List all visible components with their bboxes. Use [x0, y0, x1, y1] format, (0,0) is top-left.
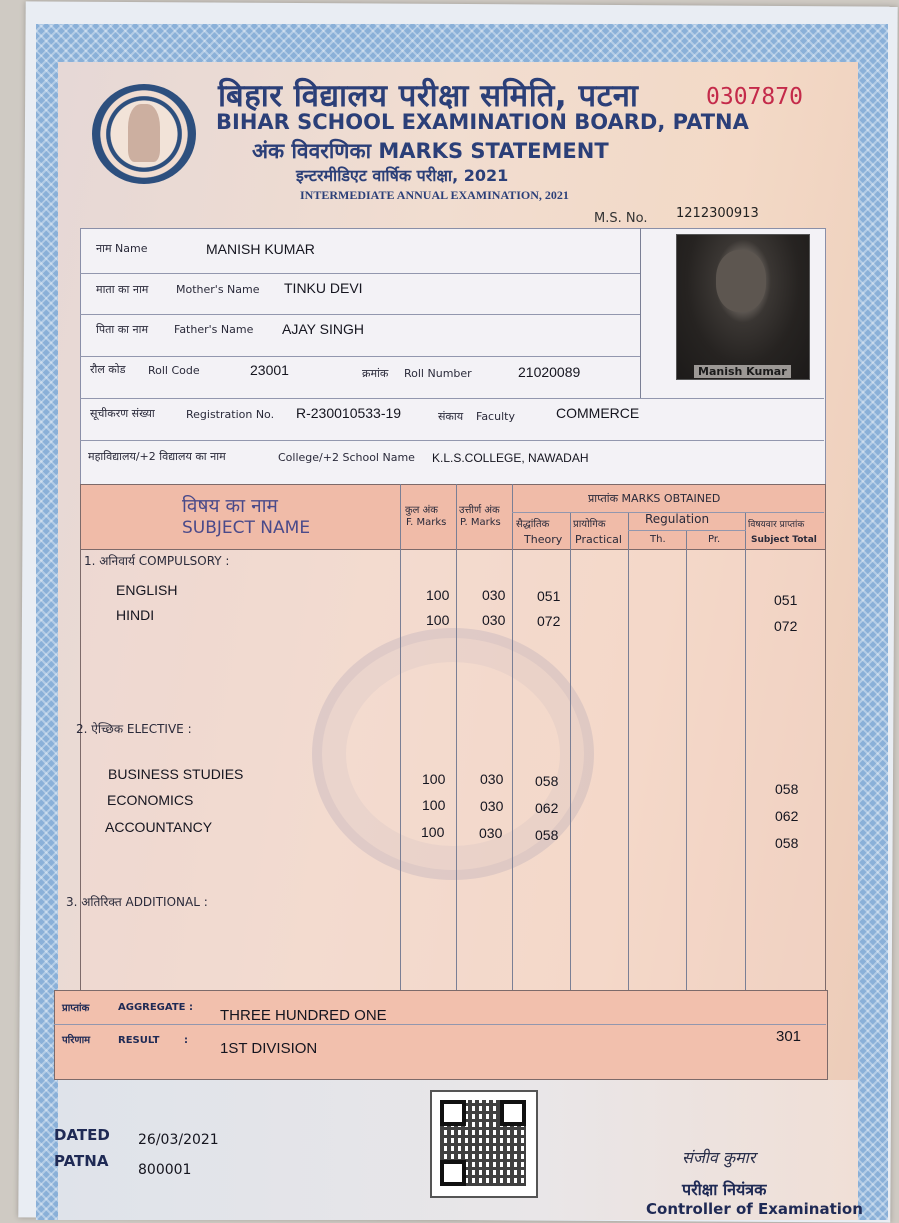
statement-title: अंक विवरणिका MARKS STATEMENT [252, 139, 609, 163]
father-name: AJAY SINGH [282, 321, 364, 337]
saraswati-figure-icon [128, 104, 160, 162]
board-title-hindi: बिहार विद्यालय परीक्षा समिति, पटना [218, 78, 639, 114]
mother-label-english: Mother's Name [176, 283, 260, 296]
faculty: COMMERCE [556, 405, 640, 421]
father-label-hindi: पिता का नाम [96, 323, 149, 336]
name-label: नाम Name [96, 242, 148, 255]
pass-marks: 030 [479, 825, 503, 841]
subject-name: HINDI [116, 607, 155, 623]
column-divider [628, 512, 629, 1008]
patna-label: PATNA [54, 1152, 109, 1170]
subject-name: BUSINESS STUDIES [108, 766, 244, 782]
elective-section-label: 2. ऐच्छिक ELECTIVE : [76, 722, 192, 736]
subject-header-english: SUBJECT NAME [182, 518, 311, 538]
subject-name: ECONOMICS [107, 792, 194, 808]
info-divider [80, 440, 824, 441]
theory-marks: 051 [537, 588, 561, 604]
pass-marks: 030 [482, 587, 506, 603]
aggregate-total: 301 [776, 1028, 802, 1045]
aggregate-label-hindi: प्राप्तांक [62, 1003, 90, 1014]
pass-marks: 030 [480, 771, 504, 787]
roll-code-label-hindi: रौल कोड [90, 363, 126, 376]
column-divider [400, 484, 401, 1008]
subject-header-hindi: विषय का नाम [182, 495, 278, 517]
pass-marks: 030 [482, 612, 506, 628]
full-marks: 100 [426, 612, 450, 628]
column-divider [570, 512, 571, 1008]
college-name: K.L.S.COLLEGE, NAWADAH [432, 451, 589, 465]
pass-marks: 030 [480, 798, 504, 814]
info-divider [80, 273, 640, 274]
registration-label-hindi: सूचीकरण संख्या [90, 407, 155, 420]
column-divider [512, 484, 513, 1008]
roll-code: 23001 [250, 362, 289, 378]
result-colon: : [184, 1035, 188, 1046]
subject-total: 072 [774, 618, 798, 634]
theory-marks: 062 [535, 800, 559, 816]
college-label-hindi: महाविद्यालय/+2 विद्यालय का नाम [88, 450, 226, 463]
mother-name: TINKU DEVI [284, 280, 363, 296]
full-marks: 100 [426, 587, 450, 603]
roll-code-label-english: Roll Code [148, 364, 200, 377]
registration-number: R-230010533-19 [296, 405, 402, 421]
compulsory-section-label: 1. अनिवार्य COMPULSORY : [84, 554, 230, 568]
full-marks: 100 [422, 797, 446, 813]
additional-section-label: 3. अतिरिक्त ADDITIONAL : [66, 895, 208, 909]
result-label-english: RESULT [118, 1035, 160, 1046]
controller-title-english: Controller of Examination [646, 1200, 863, 1218]
roll-number-label-hindi: क्रमांक [362, 367, 389, 380]
theory-header-hindi: सैद्धांतिक [516, 519, 550, 530]
qr-finder-icon [440, 1160, 466, 1186]
theory-marks: 058 [535, 827, 559, 843]
pass-marks-header-english: P. Marks [460, 517, 501, 528]
mother-label-hindi: माता का नाम [96, 283, 149, 296]
column-divider [745, 512, 746, 1008]
result-division: 1ST DIVISION [220, 1040, 318, 1057]
qr-finder-icon [500, 1100, 526, 1126]
subject-total-header-hindi: विषयवार प्राप्तांक [748, 520, 805, 530]
qr-finder-icon [440, 1100, 466, 1126]
board-title-english: BIHAR SCHOOL EXAMINATION BOARD, PATNA [216, 110, 749, 134]
student-face-icon [716, 250, 766, 312]
pin-code: 800001 [138, 1162, 192, 1178]
subject-name: ACCOUNTANCY [105, 819, 213, 835]
subject-total: 058 [775, 835, 799, 851]
faculty-label-english: Faculty [476, 410, 515, 423]
dated-label: DATED [54, 1126, 110, 1144]
column-divider [456, 484, 457, 1008]
ms-number-label: M.S. No. [594, 211, 648, 226]
header-divider [628, 530, 746, 531]
exam-title-english: INTERMEDIATE ANNUAL EXAMINATION, 2021 [300, 188, 569, 202]
aggregate-in-words: THREE HUNDRED ONE [220, 1007, 387, 1024]
faculty-label-hindi: संकाय [438, 410, 464, 423]
regulation-theory-header: Th. [650, 534, 666, 545]
column-divider [686, 530, 687, 1008]
controller-title-hindi: परीक्षा नियंत्रक [682, 1180, 767, 1199]
full-marks: 100 [422, 771, 446, 787]
full-marks-header-hindi: कुल अंक [405, 505, 438, 516]
exam-title-hindi: इन्टरमीडिएट वार्षिक परीक्षा, 2021 [296, 166, 509, 185]
pass-marks-header-hindi: उत्तीर्ण अंक [459, 505, 500, 516]
subject-total: 062 [775, 808, 799, 824]
practical-header-english: Practical [575, 533, 622, 546]
result-label-hindi: परिणाम [62, 1035, 91, 1046]
theory-header-english: Theory [524, 533, 563, 546]
theory-marks: 058 [535, 773, 559, 789]
info-divider [640, 228, 641, 398]
photo-caption: Manish Kumar [694, 365, 791, 378]
issue-date: 26/03/2021 [138, 1132, 219, 1148]
father-label-english: Father's Name [174, 323, 254, 336]
practical-header-hindi: प्रायोगिक [573, 519, 606, 530]
roll-number-label-english: Roll Number [404, 367, 472, 380]
full-marks-header-english: F. Marks [406, 517, 447, 528]
theory-marks: 072 [537, 613, 561, 629]
info-divider [80, 356, 640, 357]
marks-obtained-header: प्राप्तांक MARKS OBTAINED [588, 492, 721, 505]
serial-number: 0307870 [706, 84, 803, 110]
ms-number-value: 1212300913 [676, 206, 759, 221]
aggregate-divider [54, 1024, 826, 1025]
regulation-header: Regulation [645, 512, 710, 526]
info-divider [80, 398, 824, 399]
subject-total: 051 [774, 592, 798, 608]
subject-total-header-english: Subject Total [751, 535, 817, 545]
controller-signature: संजीव कुमार [682, 1148, 756, 1167]
registration-label-english: Registration No. [186, 408, 275, 421]
roll-number: 21020089 [518, 364, 581, 380]
aggregate-label-english: AGGREGATE : [118, 1002, 193, 1013]
student-name: MANISH KUMAR [206, 241, 315, 257]
subject-name: ENGLISH [116, 582, 178, 598]
college-label-english: College/+2 School Name [278, 451, 415, 464]
regulation-practical-header: Pr. [708, 534, 721, 545]
subject-total: 058 [775, 781, 799, 797]
full-marks: 100 [421, 824, 445, 840]
info-divider [80, 314, 640, 315]
